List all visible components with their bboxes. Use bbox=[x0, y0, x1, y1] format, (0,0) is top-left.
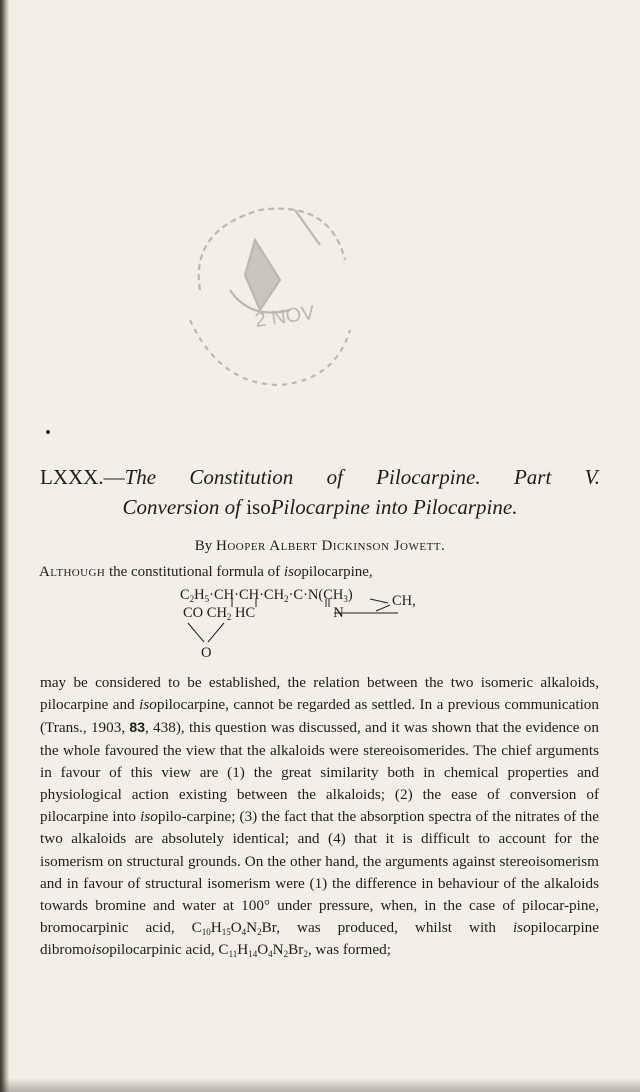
stray-mark bbox=[46, 430, 50, 434]
structural-formula bbox=[180, 587, 480, 665]
library-stamp bbox=[160, 170, 370, 400]
intro-line: Although the constitutional formula of isopilocarpine, bbox=[39, 564, 373, 580]
formula-oxygen: O bbox=[201, 645, 212, 661]
title-line-2: Conversion of isoPilocarpine into Pilocarpine. bbox=[122, 495, 518, 519]
formula-bonds bbox=[180, 587, 480, 665]
title-line-1 bbox=[40, 462, 600, 492]
formula-ch-group: CH, bbox=[392, 593, 416, 609]
stamp-date: 2 NOV bbox=[253, 301, 316, 332]
formula-middle-line: CO $CH_2$ HC N bbox=[183, 605, 344, 622]
page-binding-edge bbox=[0, 0, 9, 1092]
body-paragraph: may be considered to be established, the relation between the two isomeric alkaloids, pilocarpine and isopilocarpine, cannot be regarded as settled. In a previous communication (Trans., 1903, 83, 438), this question was discussed, and it was shown that the evidence on the whole favoured the view that the alkaloids were stereoisomerides. The chief arguments in favour of this view are (1) the great similarity both in chemical properties and physiological action existing between the alkaloids; (2) the ease of conversion of pilocarpine into isopilo-carpine; (3) the fact that the absorption spectra of the nitrates of the two alkaloids are absolutely identical; and (4) that it is difficult to account for the isomerism on structural grounds. On the other hand, the arguments against stereoisomerism and in favour of structural isomerism were (1) the difference in behaviour of the alkaloids towards bromine and water at 100° under pressure, when, in the case of pilocar-pine, bromocarpinic acid, $C_{10}H_{15}O_4N_2Br$, was produced, whilst with isopilocarpine dibromoisopilocarpinic acid, $C_{11}H_{14}O_4N_2Br_2$, was formed; bbox=[40, 674, 600, 960]
author-byline: By Hooper Albert Dickinson Jowett. bbox=[194, 538, 446, 554]
author-name: Hooper Albert Dickinson Jowett. bbox=[215, 538, 446, 554]
article-number: LXXX.— bbox=[40, 465, 125, 489]
formula-top-line: $C_2H_5\cdot CH\cdot CH\cdot CH_2\cdot C\cdot N(CH_3)$ bbox=[180, 587, 353, 604]
title-part: Part V. bbox=[513, 465, 600, 489]
page-bottom-shadow bbox=[0, 1078, 640, 1092]
title-main: The Constitution of Pilocarpine. bbox=[124, 465, 481, 489]
article-title bbox=[40, 462, 600, 522]
lead-word: Although bbox=[39, 564, 106, 580]
